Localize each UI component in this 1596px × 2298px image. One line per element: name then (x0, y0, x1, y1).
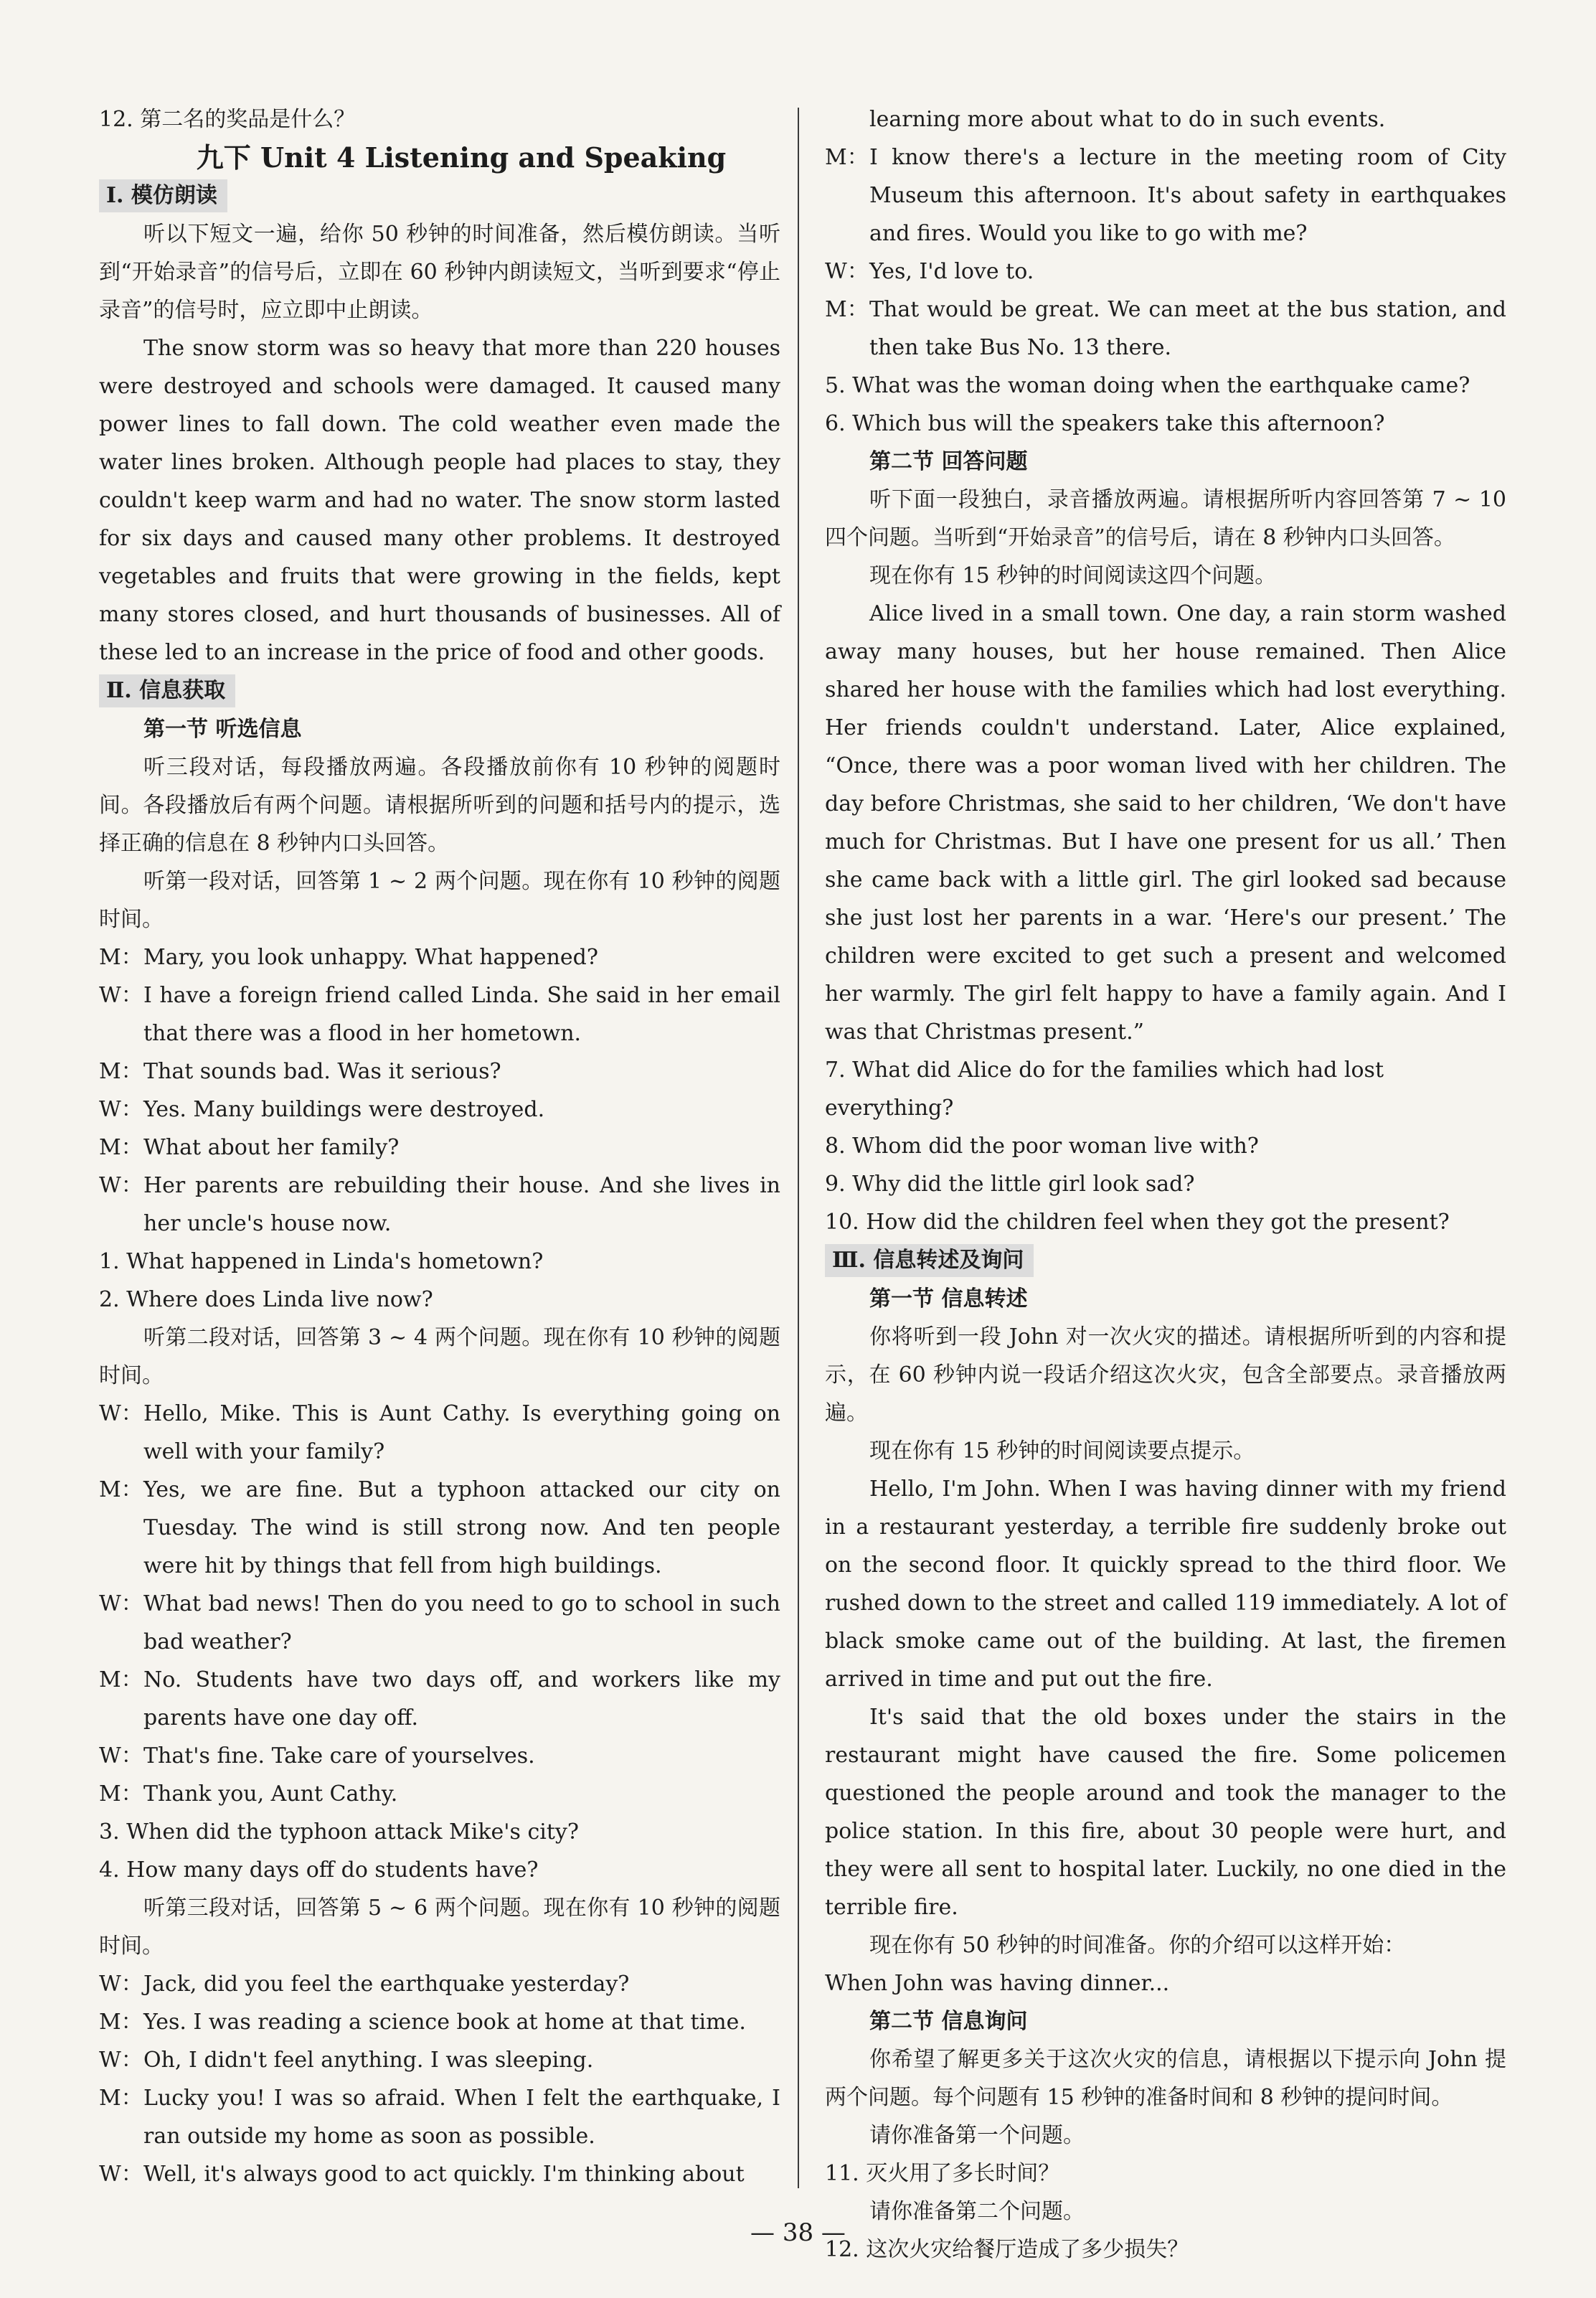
dialogue-line (825, 253, 1506, 291)
dialogue-text: Yes. I was reading a science book at home at that time. (143, 2010, 746, 2035)
question-5: 5. What was the woman doing when the earthquake came? (825, 373, 1470, 398)
dialogue-text: Thank you, Aunt Cathy. (143, 1781, 398, 1807)
part-2-time: 现在你有 15 秒钟的时间阅读这四个问题。 (869, 563, 1277, 588)
question-12: 12. 这次火灾给餐厅造成了多少损失？ (825, 2237, 1189, 2262)
dialogue-text: Oh, I didn't feel anything. I was sleeping. (143, 2048, 594, 2073)
dialogue-line (99, 1395, 780, 1471)
speaker-label: M： (99, 1781, 143, 1807)
right-column (825, 100, 1506, 2269)
section-3-title: Ⅲ. 信息转述及询问 (825, 1244, 1034, 1277)
speaker-label: W： (99, 1401, 143, 1426)
question-7: 7. What did Alice do for the families which had lost everything? (825, 1058, 1384, 1121)
dialogue-line (99, 2155, 780, 2193)
john-passage-2: It's said that the old boxes under the stairs in the restaurant might have caused the fire. Some policemen questioned the people around and took the manager to the police station. In this fire, about 30 people were hurt, and they were all sent to hospital later. Luckily, no one died in the terrible fire. (825, 1705, 1506, 1920)
dialogue-text: Hello, Mike. This is Aunt Cathy. Is everything going on well with your family? (143, 1401, 780, 1464)
monologue-passage: Alice lived in a small town. One day, a rain storm washed away many houses, but her house remained. Then Alice shared her house with the families which had lost everything. Her friends couldn't understand. Later, Alice explained, “Once, there was a poor woman lived with her children. The day before Christmas, she said to her children, ‘We don't have much for Christmas. But I have one present for us all.’ Then she came back with a little girl. The girl looked sad because she just lost her parents in a war. ‘Here's our present.’ The children were excited to get such a present and welcomed her warmly. The girl felt happy to have a family again. And I was that Christmas present.” (825, 601, 1506, 1045)
section-3-part-1-title: 第一节 信息转述 (869, 1286, 1028, 1312)
speaker-label: W： (99, 1743, 143, 1769)
dialogue-continuation: learning more about what to do in such events. (869, 107, 1386, 132)
dialogue-line (99, 1471, 780, 1585)
speaker-label: W： (99, 1972, 143, 1997)
question-12-prev: 12. 第二名的奖品是什么？ (99, 107, 356, 132)
prep-instructions: 现在你有 50 秒钟的时间准备。你的介绍可以这样开始： (869, 1933, 1406, 1958)
speaker-label: W： (99, 2048, 143, 2073)
dialogue-text: Mary, you look unhappy. What happened? (143, 945, 598, 970)
dialogue-text: Yes. Many buildings were destroyed. (143, 1097, 545, 1122)
column-divider (798, 108, 799, 2188)
dialogue-text: What bad news! Then do you need to go to school in such bad weather? (143, 1591, 780, 1654)
section-2-instructions: 听三段对话，每段播放两遍。各段播放前你有 10 秒钟的阅题时间。各段播放后有两个问题。请根据所听到的问题和括号内的提示，选择正确的信息在 8 秒钟内口头回答。 (99, 755, 780, 856)
dialogue-3 (99, 1965, 780, 2193)
dialogue-line (99, 1129, 780, 1167)
section-2-part-2-title: 第二节 回答问题 (869, 449, 1028, 474)
speaker-label: M： (825, 145, 869, 170)
unit-title: 九下 Unit 4 Listening and Speaking (196, 141, 727, 174)
question-8: 8. Whom did the poor woman live with? (825, 1134, 1259, 1159)
begin-sentence: When John was having dinner... (825, 1971, 1170, 1996)
section-2-part-1-title: 第一节 听选信息 (143, 717, 302, 742)
question-10: 10. How did the children feel when they got the present? (825, 1210, 1450, 1235)
dialogue-3-instructions: 听第三段对话，回答第 5 ~ 6 两个问题。现在你有 10 秒钟的阅题时间。 (99, 1896, 780, 1959)
dialogue-line (825, 138, 1506, 253)
dialogue-line (99, 938, 780, 976)
speaker-label: W： (99, 1591, 143, 1616)
dialogue-text: Yes, I'd love to. (869, 259, 1034, 284)
speaker-label: W： (99, 983, 143, 1008)
dialogue-text: Jack, did you feel the earthquake yesterday? (143, 1972, 630, 1997)
dialogue-line (99, 1167, 780, 1243)
reading-passage: The snow storm was so heavy that more than 220 houses were destroyed and schools were damaged. It caused many power lines to fall down. The cold weather even made the water lines broken. Although people had places to stay, they couldn't keep warm and had no water. The snow storm lasted for six days and caused many other problems. It destroyed vegetables and fruits that were growing in the fields, kept many stores closed, and hurt thousands of businesses. All of these led to an increase in the price of food and other goods. (99, 336, 780, 665)
dialogue-text: What about her family? (143, 1135, 400, 1160)
dialogue-2-instructions: 听第二段对话，回答第 3 ~ 4 两个问题。现在你有 10 秒钟的阅题时间。 (99, 1325, 780, 1388)
speaker-label: M： (99, 2086, 143, 2111)
dialogue-text: I have a foreign friend called Linda. She said in her email that there was a flood in her hometown. (143, 983, 780, 1046)
dialogue-line (99, 976, 780, 1053)
ask-instructions: 你希望了解更多关于这次火灾的信息，请根据以下提示向 John 提两个问题。每个问题有 15 秒钟的准备时间和 8 秒钟的提问时间。 (825, 2047, 1506, 2110)
question-11: 11. 灭火用了多长时间？ (825, 2161, 1060, 2186)
speaker-label: W： (825, 259, 869, 284)
speaker-label: W： (99, 2162, 143, 2187)
section-1-title: Ⅰ. 模仿朗读 (99, 179, 227, 212)
dialogue-1-instructions: 听第一段对话，回答第 1 ~ 2 两个问题。现在你有 10 秒钟的阅题时间。 (99, 869, 780, 932)
part-2-instructions: 听下面一段独白，录音播放两遍。请根据所听内容回答第 7 ~ 10 四个问题。当听到“开始录音”的信号后，请在 8 秒钟内口头回答。 (825, 487, 1506, 550)
question-3: 3. When did the typhoon attack Mike's city? (99, 1819, 579, 1845)
question-2: 2. Where does Linda live now? (99, 1287, 433, 1312)
page-number: — 38 — (750, 2218, 846, 2247)
dialogue-line (99, 1661, 780, 1737)
john-passage-1: Hello, I'm John. When I was having dinner with my friend in a restaurant yesterday, a terrible fire suddenly broke out on the second floor. It quickly spread to the third floor. We rushed down to the street and called 119 immediately. A lot of black smoke came out of the building. At last, the firemen arrived in time and put out the fire. (825, 1477, 1506, 1692)
question-9: 9. Why did the little girl look sad? (825, 1172, 1195, 1197)
section-2-title: Ⅱ. 信息获取 (99, 674, 235, 707)
left-column (99, 100, 780, 2193)
prepare-question-2: 请你准备第二个问题。 (869, 2199, 1085, 2224)
question-6: 6. Which bus will the speakers take this afternoon? (825, 411, 1385, 436)
question-4: 4. How many days off do students have? (99, 1857, 539, 1883)
section-3-part-2-title: 第二节 信息询问 (869, 2009, 1028, 2034)
dialogue-text: That sounds bad. Was it serious? (143, 1059, 501, 1084)
dialogue-text: That's fine. Take care of yourselves. (143, 1743, 535, 1769)
speaker-label: M： (99, 1667, 143, 1692)
dialogue-text: I know there's a lecture in the meeting room of City Museum this afternoon. It's about safety in earthquakes and fires. Would you like to go with me? (869, 145, 1506, 246)
prepare-question-1: 请你准备第一个问题。 (869, 2123, 1085, 2148)
speaker-label: M： (99, 1135, 143, 1160)
dialogue-line (99, 2003, 780, 2041)
dialogue-2 (99, 1395, 780, 1813)
dialogue-line (99, 1053, 780, 1091)
dialogue-text: No. Students have two days off, and workers like my parents have one day off. (143, 1667, 780, 1730)
dialogue-line (99, 1091, 780, 1129)
speaker-label: M： (99, 2010, 143, 2035)
speaker-label: M： (99, 1059, 143, 1084)
question-1: 1. What happened in Linda's hometown? (99, 1249, 544, 1274)
speaker-label: W： (99, 1097, 143, 1122)
speaker-label: M： (825, 297, 869, 322)
dialogue-line (99, 2079, 780, 2155)
dialogue-line (99, 1775, 780, 1813)
dialogue-line (99, 1965, 780, 2003)
dialogue-line (99, 1585, 780, 1661)
section-1-instructions: 听以下短文一遍，给你 50 秒钟的时间准备，然后模仿朗读。当听到“开始录音”的信号后，立即在 60 秒钟内朗读短文，当听到要求“停止录音”的信号时，应立即中止朗读。 (99, 222, 780, 323)
dialogue-3-continued (825, 138, 1506, 367)
speaker-label: M： (99, 1477, 143, 1502)
speaker-label: W： (99, 1173, 143, 1198)
dialogue-text: Well, it's always good to act quickly. I'm thinking about (143, 2162, 745, 2187)
dialogue-line (99, 2041, 780, 2079)
section-3-time: 现在你有 15 秒钟的时间阅读要点提示。 (869, 1438, 1255, 1464)
dialogue-text: Lucky you! I was so afraid. When I felt the earthquake, I ran outside my home as soon as possible. (143, 2086, 780, 2149)
dialogue-text: Her parents are rebuilding their house. And she lives in her uncle's house now. (143, 1173, 780, 1236)
dialogue-1 (99, 938, 780, 1243)
section-3-instructions: 你将听到一段 John 对一次火灾的描述。请根据所听到的内容和提示，在 60 秒钟内说一段话介绍这次火灾，包含全部要点。录音播放两遍。 (825, 1324, 1506, 1426)
dialogue-text: Yes, we are fine. But a typhoon attacked our city on Tuesday. The wind is still strong now. And ten people were hit by things that fell from high buildings. (143, 1477, 780, 1578)
dialogue-line (99, 1737, 780, 1775)
dialogue-line (825, 291, 1506, 367)
dialogue-text: That would be great. We can meet at the bus station, and then take Bus No. 13 there. (869, 297, 1506, 360)
dialogue-line (825, 100, 1506, 138)
speaker-label: M： (99, 945, 143, 970)
